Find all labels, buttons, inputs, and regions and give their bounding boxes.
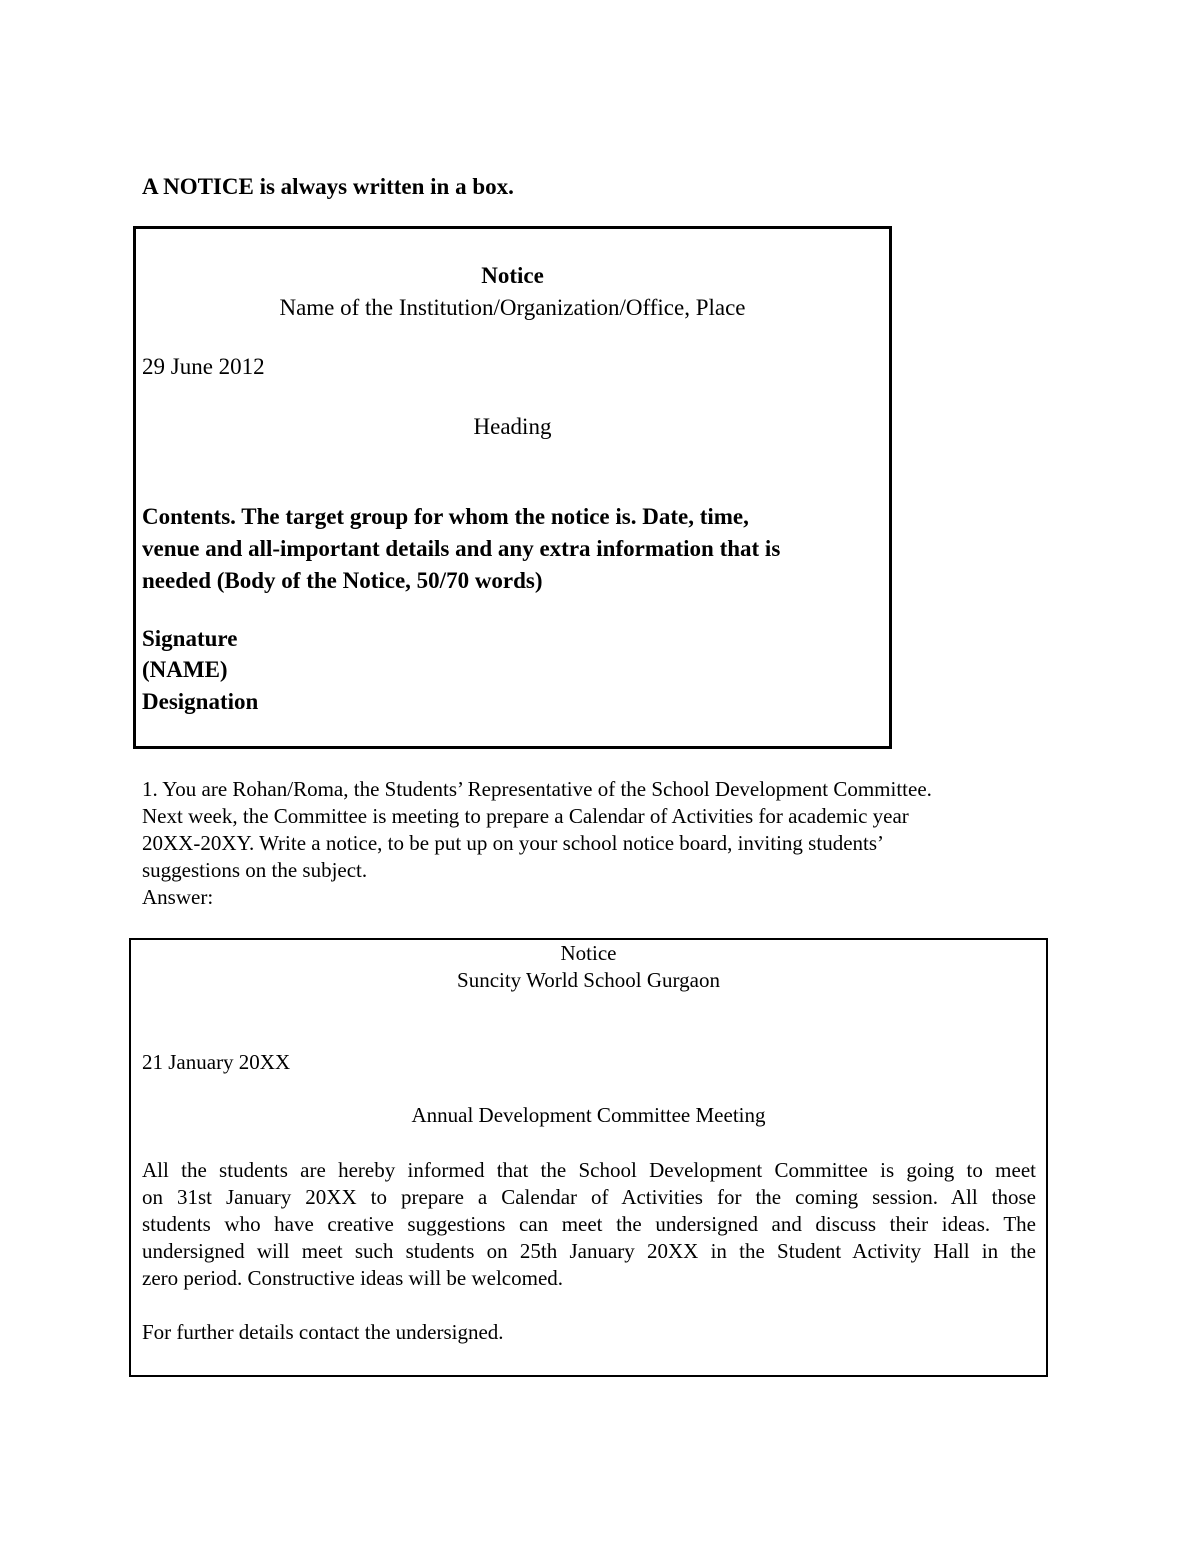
template-date: 29 June 2012 [142,354,265,379]
template-contents-line: needed (Body of the Notice, 50/70 words) [142,568,543,593]
question-line: 20XX-20XY. Write a notice, to be put up on your school notice board, inviting students’ [142,831,885,855]
template-contents-line: venue and all-important details and any extra information that is [142,536,781,561]
answer-body-line: students who have creative suggestions can meet the undersigned and discuss their ideas. The [142,1212,1036,1236]
question-text [142,776,1042,911]
answer-body-line: zero period. Constructive ideas will be welcomed. [142,1266,564,1290]
answer-heading: Annual Development Committee Meeting [411,1103,766,1127]
answer-closing: For further details contact the undersigned. [142,1320,504,1344]
intro-heading: A NOTICE is always written in a box. [142,174,514,199]
answer-body [142,1157,1036,1292]
answer-body-line: on 31st January 20XX to prepare a Calendar of Activities for the coming session. All those [142,1185,1036,1209]
answer-body-line: undersigned will meet such students on 25th January 20XX in the Student Activity Hall in the [142,1239,1036,1263]
template-heading: Heading [473,414,552,439]
question-line: 1. You are Rohan/Roma, the Students’ Representative of the School Development Committee. [142,777,932,801]
answer-school: Suncity World School Gurgaon [457,968,720,992]
answer-title: Notice [560,941,617,965]
template-contents-line: Contents. The target group for whom the notice is. Date, time, [142,504,749,529]
template-institution: Name of the Institution/Organization/Office, Place [279,295,746,320]
answer-label: Answer: [142,885,214,909]
template-name: (NAME) [142,657,228,682]
answer-date: 21 January 20XX [142,1050,291,1074]
template-title: Notice [481,263,544,288]
template-signature: Signature [142,626,238,651]
template-designation: Designation [142,689,259,714]
question-line: Next week, the Committee is meeting to prepare a Calendar of Activities for academic year [142,804,909,828]
question-line: suggestions on the subject. [142,858,368,882]
answer-body-line: All the students are hereby informed that the School Development Committee is going to meet [142,1158,1036,1182]
